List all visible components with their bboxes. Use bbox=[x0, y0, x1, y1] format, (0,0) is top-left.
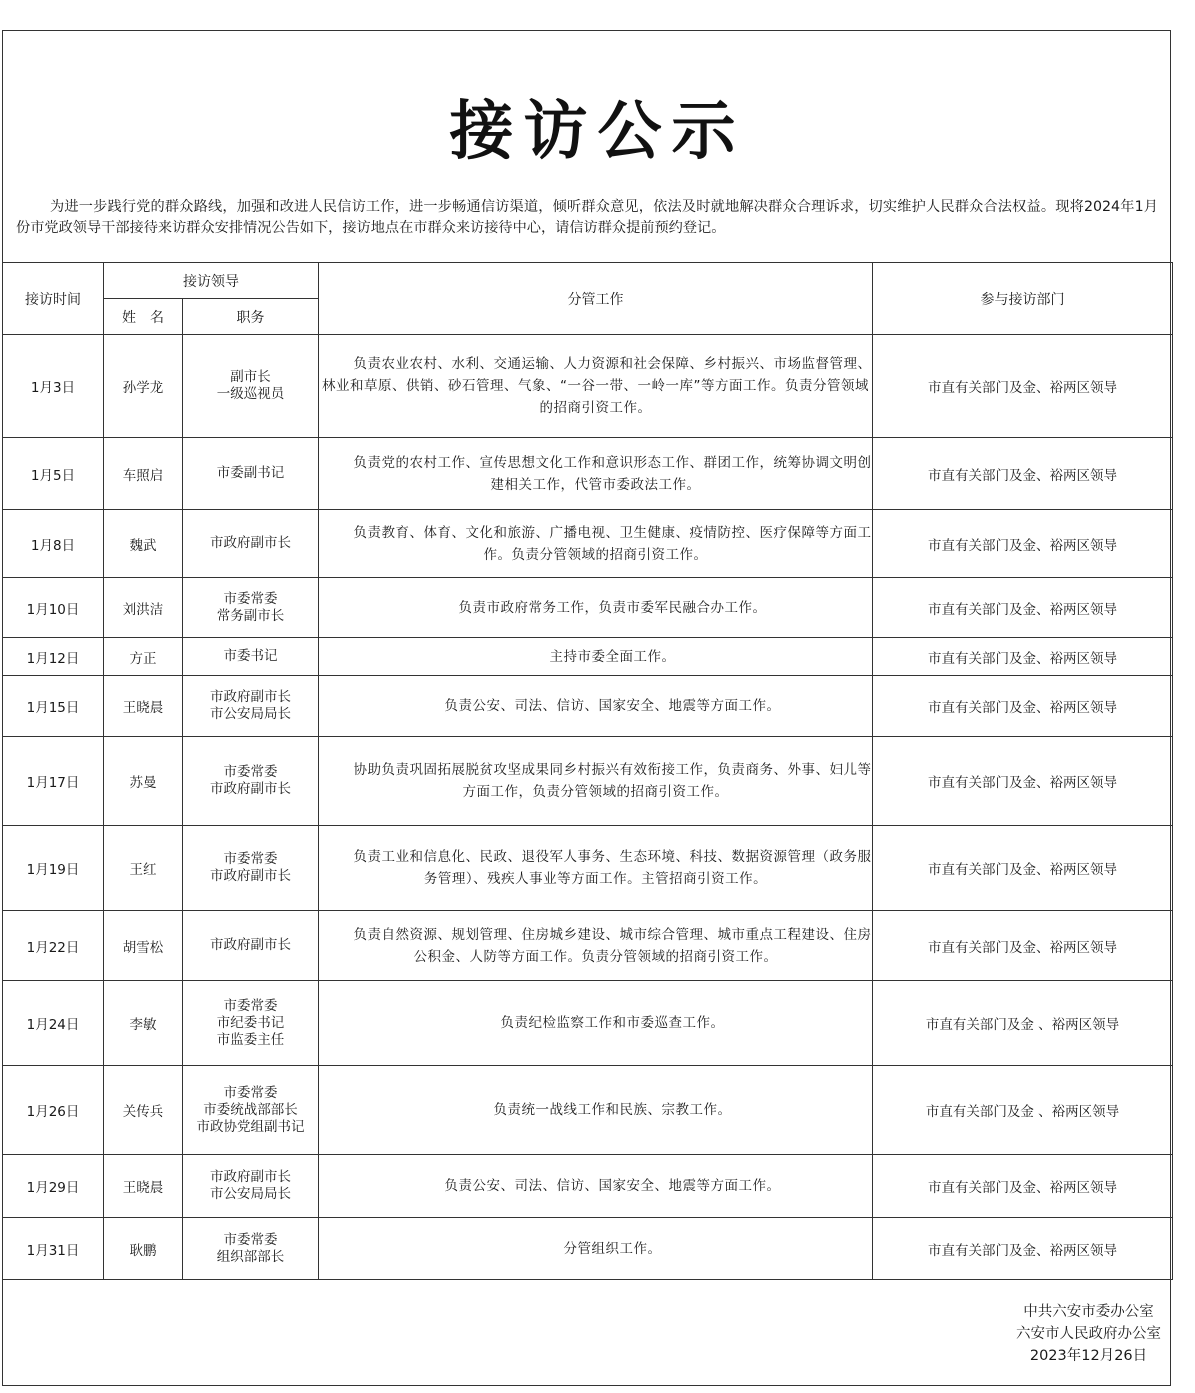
duties-text: 负责市政府常务工作，负责市委军民融合办工作。 bbox=[458, 599, 767, 616]
name-cell: 孙学龙 bbox=[104, 335, 183, 438]
date-cell: 1月19日 bbox=[3, 826, 104, 911]
duties-cell bbox=[319, 737, 873, 826]
header-leader: 接访领导 bbox=[104, 263, 319, 299]
position-cell bbox=[183, 1218, 319, 1280]
depts-cell: 市直有关部门及金、裕两区领导 bbox=[873, 638, 1173, 676]
issuer-org-1: 中共六安市委办公室 bbox=[1023, 1304, 1154, 1320]
duties-cell bbox=[319, 335, 873, 438]
date-cell: 1月3日 bbox=[3, 335, 104, 438]
depts-cell: 市直有关部门及金、裕两区领导 bbox=[873, 510, 1173, 578]
intro-paragraph: 为进一步践行党的群众路线，加强和改进人民信访工作，进一步畅通信访渠道，倾听群众意见，依法及时就地解决群众合理诉求，切实维护人民群众合法权益。现将2024年1月份市党政领导干部接待来访群众安排情况公告如下，接访地点在市群众来访接待中心，请信访群众提前预约登记。 bbox=[16, 199, 1158, 236]
position-line: 市委统战部部长 bbox=[203, 1101, 298, 1118]
table-row bbox=[3, 638, 1173, 676]
position-cell bbox=[183, 438, 319, 510]
duties-text: 负责公安、司法、信访、国家安全、地震等方面工作。 bbox=[444, 698, 781, 714]
duties-cell bbox=[319, 676, 873, 737]
duties-text: 负责农业农村、水利、交通运输、人力资源和社会保障、乡村振兴、市场监督管理、林业和草原、供销、砂石管理、气象、“一谷一带、一岭一库”等方面工作。负责分管领域的招商引资工作。 bbox=[322, 356, 872, 416]
header-duties: 分管工作 bbox=[319, 263, 873, 335]
date-cell: 1月26日 bbox=[3, 1066, 104, 1155]
name-cell: 胡雪松 bbox=[104, 911, 183, 981]
table-row bbox=[3, 438, 1173, 510]
date-cell: 1月10日 bbox=[3, 578, 104, 638]
duties-text: 负责教育、体育、文化和旅游、广播电视、卫生健康、疫情防控、医疗保障等方面工作。负责分管领域的招商引资工作。 bbox=[353, 524, 872, 563]
date-cell: 1月22日 bbox=[3, 911, 104, 981]
table-row bbox=[3, 578, 1173, 638]
position-line: 市委常委 bbox=[223, 997, 278, 1014]
reception-schedule-table bbox=[2, 262, 1173, 1280]
name-cell: 方正 bbox=[104, 638, 183, 676]
duties-cell bbox=[319, 1066, 873, 1155]
position-line: 市公安局局长 bbox=[210, 706, 291, 722]
position-cell bbox=[183, 981, 319, 1066]
issuer-org-2: 六安市人民政府办公室 bbox=[1016, 1326, 1161, 1342]
duties-cell bbox=[319, 911, 873, 981]
depts-cell: 市直有关部门及金、裕两区领导 bbox=[873, 335, 1173, 438]
position-line: 副市长 bbox=[230, 369, 271, 385]
duties-cell bbox=[319, 510, 873, 578]
position-cell bbox=[183, 826, 319, 911]
table-row bbox=[3, 911, 1173, 981]
position-cell bbox=[183, 1066, 319, 1155]
name-cell: 耿鹏 bbox=[104, 1218, 183, 1280]
table-row bbox=[3, 1218, 1173, 1280]
duties-cell bbox=[319, 981, 873, 1066]
date-cell: 1月15日 bbox=[3, 676, 104, 737]
name-cell: 李敏 bbox=[104, 981, 183, 1066]
table-row bbox=[3, 826, 1173, 911]
date-cell: 1月8日 bbox=[3, 510, 104, 578]
name-cell: 车照启 bbox=[104, 438, 183, 510]
position-line: 常务副市长 bbox=[216, 607, 285, 624]
position-line: 市委书记 bbox=[223, 648, 278, 664]
position-cell bbox=[183, 510, 319, 578]
position-line: 市公安局局长 bbox=[210, 1186, 291, 1202]
table-row bbox=[3, 981, 1173, 1066]
name-cell: 王晓晨 bbox=[104, 676, 183, 737]
table-row bbox=[3, 676, 1173, 737]
duties-text: 负责公安、司法、信访、国家安全、地震等方面工作。 bbox=[444, 1178, 781, 1194]
position-line: 市政府副市长 bbox=[210, 781, 291, 797]
duties-text: 协助负责巩固拓展脱贫攻坚成果同乡村振兴有效衔接工作，负责商务、外事、妇儿等方面工作，负责分管领域的招商引资工作。 bbox=[353, 762, 872, 800]
date-cell: 1月17日 bbox=[3, 737, 104, 826]
position-cell bbox=[183, 638, 319, 676]
depts-cell: 市直有关部门及金、裕两区领导 bbox=[873, 1218, 1173, 1280]
duties-text: 负责纪检监察工作和市委巡查工作。 bbox=[500, 1015, 725, 1031]
date-cell: 1月12日 bbox=[3, 638, 104, 676]
duties-cell bbox=[319, 1155, 873, 1218]
depts-cell: 市直有关部门及金、裕两区领导 bbox=[873, 826, 1173, 911]
position-line: 市委常委 bbox=[223, 590, 278, 607]
name-cell: 王晓晨 bbox=[104, 1155, 183, 1218]
issuer-block bbox=[1016, 1301, 1161, 1367]
header-name: 姓 名 bbox=[104, 299, 183, 335]
position-line: 市政府副市长 bbox=[210, 937, 291, 953]
depts-cell: 市直有关部门及金、裕两区领导 bbox=[873, 438, 1173, 510]
date-cell: 1月29日 bbox=[3, 1155, 104, 1218]
depts-cell: 市直有关部门及金、裕两区领导 bbox=[873, 1155, 1173, 1218]
duties-text: 负责工业和信息化、民政、退役军人事务、生态环境、科技、数据资源管理（政务服务管理）、残疾人事业等方面工作。主管招商引资工作。 bbox=[353, 849, 872, 887]
position-line: 市政协党组副书记 bbox=[196, 1118, 305, 1135]
schedule-body bbox=[3, 335, 1173, 1280]
date-cell: 1月24日 bbox=[3, 981, 104, 1066]
name-cell: 魏武 bbox=[104, 510, 183, 578]
position-line: 市政府副市长 bbox=[210, 868, 291, 884]
position-cell bbox=[183, 737, 319, 826]
depts-cell: 市直有关部门及金、裕两区领导 bbox=[873, 737, 1173, 826]
position-line: 市政府副市长 bbox=[210, 1169, 291, 1185]
name-cell: 关传兵 bbox=[104, 1066, 183, 1155]
header-time: 接访时间 bbox=[3, 263, 104, 335]
duties-cell bbox=[319, 578, 873, 638]
position-cell bbox=[183, 1155, 319, 1218]
duties-text: 负责党的农村工作、宣传思想文化工作和意识形态工作、群团工作，统筹协调文明创建相关工作，代管市委政法工作。 bbox=[353, 454, 872, 493]
duties-text: 负责统一战线工作和民族、宗教工作。 bbox=[493, 1102, 732, 1118]
duties-cell bbox=[319, 438, 873, 510]
name-cell: 刘洪洁 bbox=[104, 578, 183, 638]
depts-cell: 市直有关部门及金 、裕两区领导 bbox=[873, 1066, 1173, 1155]
header-depts: 参与接访部门 bbox=[873, 263, 1173, 335]
name-cell: 王红 bbox=[104, 826, 183, 911]
position-cell bbox=[183, 676, 319, 737]
position-line: 一级巡视员 bbox=[216, 386, 285, 402]
position-line: 组织部部长 bbox=[216, 1248, 285, 1265]
position-line: 市纪委书记 bbox=[216, 1014, 285, 1031]
date-cell: 1月5日 bbox=[3, 438, 104, 510]
position-cell bbox=[183, 911, 319, 981]
position-line: 市政府副市长 bbox=[210, 535, 291, 551]
position-line: 市监委主任 bbox=[216, 1031, 285, 1048]
depts-cell: 市直有关部门及金、裕两区领导 bbox=[873, 911, 1173, 981]
table-row bbox=[3, 1155, 1173, 1218]
duties-text: 分管组织工作。 bbox=[563, 1240, 662, 1257]
duties-text: 负责自然资源、规划管理、住房城乡建设、城市综合管理、城市重点工程建设、住房公积金、人防等方面工作。负责分管领域的招商引资工作。 bbox=[353, 926, 872, 965]
page-title: 接访公示 bbox=[449, 94, 746, 169]
position-line: 市委副书记 bbox=[216, 465, 285, 481]
position-line: 市政府副市长 bbox=[210, 689, 291, 705]
table-row bbox=[3, 737, 1173, 826]
duties-cell bbox=[319, 638, 873, 676]
duties-cell bbox=[319, 1218, 873, 1280]
table-row bbox=[3, 335, 1173, 438]
duties-text: 主持市委全面工作。 bbox=[549, 648, 676, 665]
position-line: 市委常委 bbox=[223, 764, 278, 780]
position-cell bbox=[183, 335, 319, 438]
depts-cell: 市直有关部门及金 、裕两区领导 bbox=[873, 981, 1173, 1066]
table-row bbox=[3, 1066, 1173, 1155]
position-cell bbox=[183, 578, 319, 638]
table-row bbox=[3, 510, 1173, 578]
depts-cell: 市直有关部门及金、裕两区领导 bbox=[873, 578, 1173, 638]
position-line: 市委常委 bbox=[223, 1231, 278, 1248]
name-cell: 苏曼 bbox=[104, 737, 183, 826]
header-position: 职务 bbox=[183, 299, 319, 335]
date-cell: 1月31日 bbox=[3, 1218, 104, 1280]
duties-cell bbox=[319, 826, 873, 911]
position-line: 市委常委 bbox=[223, 1084, 278, 1101]
depts-cell: 市直有关部门及金、裕两区领导 bbox=[873, 676, 1173, 737]
position-line: 市委常委 bbox=[223, 851, 278, 867]
issue-date: 2023年12月26日 bbox=[1029, 1348, 1148, 1364]
